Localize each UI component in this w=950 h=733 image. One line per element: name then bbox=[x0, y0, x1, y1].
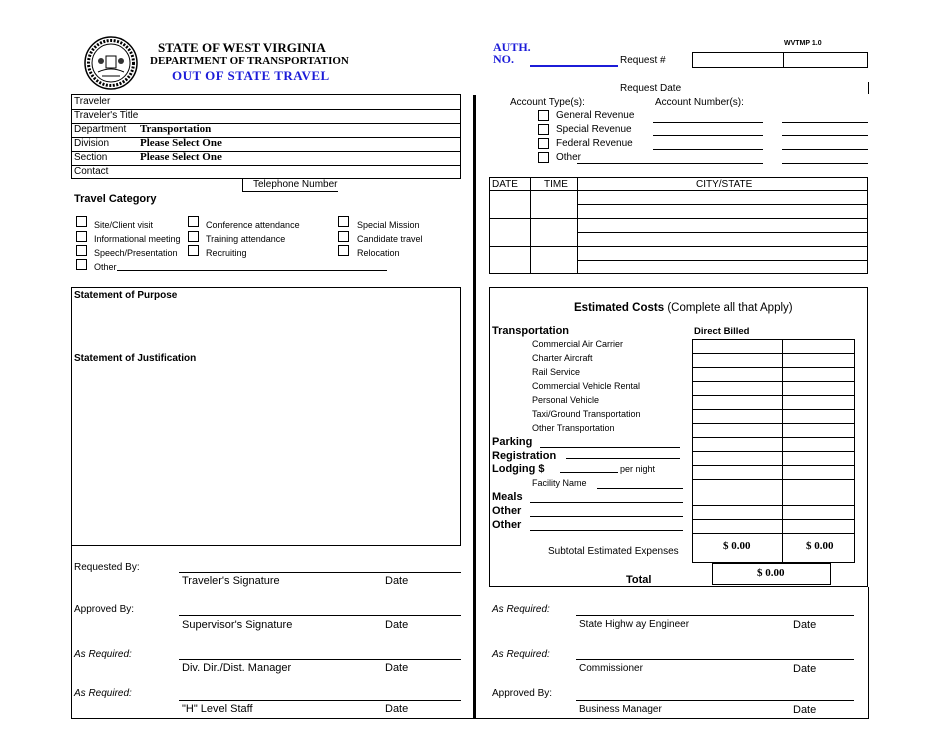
checkbox-recruiting[interactable] bbox=[188, 245, 199, 256]
checkbox-conference-attendance[interactable] bbox=[188, 216, 199, 227]
date-label: Date bbox=[385, 575, 409, 587]
other-line[interactable] bbox=[530, 516, 683, 517]
registration-label: Registration bbox=[492, 450, 557, 462]
as-required-label: As Required: bbox=[74, 688, 132, 699]
request-no-label: Request # bbox=[620, 55, 666, 66]
telephone-number-field[interactable] bbox=[242, 179, 338, 192]
account-type-label: Other bbox=[556, 152, 582, 163]
auth-label: AUTH. bbox=[493, 40, 531, 54]
h-level-signature-line[interactable] bbox=[179, 700, 461, 701]
other-label: Other bbox=[492, 519, 522, 531]
as-required-label: As Required: bbox=[74, 649, 132, 660]
approved-by-label: Approved By: bbox=[492, 688, 553, 699]
requested-by-label: Requested By: bbox=[74, 562, 140, 573]
checkbox-speech-presentation[interactable] bbox=[76, 245, 87, 256]
itinerary-header-date: DATE bbox=[492, 179, 518, 190]
lodging-rate-line[interactable] bbox=[560, 472, 618, 473]
subtotal-label: Subtotal Estimated Expenses bbox=[548, 546, 679, 557]
account-number-line[interactable] bbox=[577, 163, 763, 164]
division-row[interactable]: Division Please Select One bbox=[72, 137, 460, 152]
auth-no-label: NO. bbox=[493, 52, 514, 66]
checkbox-informational-meeting[interactable] bbox=[76, 231, 87, 242]
department-row[interactable]: Department Transportation bbox=[72, 123, 460, 138]
category-label: Relocation bbox=[357, 248, 400, 258]
account-numbers-label: Account Number(s): bbox=[655, 97, 744, 108]
division-select[interactable]: Please Select One bbox=[140, 137, 222, 149]
account-type-label: General Revenue bbox=[556, 110, 635, 121]
state-seal bbox=[84, 36, 138, 90]
account-number-line[interactable] bbox=[782, 149, 868, 150]
total-value: $ 0.00 bbox=[757, 567, 785, 579]
account-number-line[interactable] bbox=[653, 135, 763, 136]
request-date-label: Request Date bbox=[620, 83, 682, 94]
state-title: STATE OF WEST VIRGINIA bbox=[158, 40, 326, 55]
registration-line[interactable] bbox=[566, 458, 680, 459]
transport-item-label: Taxi/Ground Transportation bbox=[532, 409, 641, 419]
telephone-label: Telephone Number bbox=[253, 179, 338, 190]
form-title: OUT OF STATE TRAVEL bbox=[172, 68, 330, 83]
statement-of-purpose-label: Statement of Purpose bbox=[74, 290, 178, 301]
travelers-signature-line[interactable] bbox=[179, 572, 461, 573]
signature-label: Div. Dir./Dist. Manager bbox=[182, 662, 292, 674]
date-label: Date bbox=[793, 619, 817, 631]
date-label: Date bbox=[793, 663, 817, 675]
total-label: Total bbox=[626, 574, 652, 586]
estimated-costs-title: Estimated Costs (Complete all that Apply) bbox=[574, 302, 793, 314]
meals-line[interactable] bbox=[530, 502, 683, 503]
category-label: Training attendance bbox=[206, 234, 286, 244]
account-types-label: Account Type(s): bbox=[510, 97, 585, 108]
other-line[interactable] bbox=[530, 530, 683, 531]
transport-item-label: Rail Service bbox=[532, 367, 581, 377]
itinerary-header-time: TIME bbox=[544, 179, 568, 190]
section-select[interactable]: Please Select One bbox=[140, 151, 222, 163]
direct-billed-label: Direct Billed bbox=[694, 326, 750, 337]
traveler-row[interactable]: Traveler bbox=[72, 95, 460, 110]
section-row[interactable]: Section Please Select One bbox=[72, 151, 460, 166]
business-manager-signature-line[interactable] bbox=[576, 700, 854, 701]
date-label: Date bbox=[385, 662, 409, 674]
signature-label: Traveler's Signature bbox=[182, 575, 280, 587]
transportation-label: Transportation bbox=[492, 325, 570, 337]
category-label: Informational meeting bbox=[94, 234, 181, 244]
category-label: Site/Client visit bbox=[94, 220, 154, 230]
category-label: Candidate travel bbox=[357, 234, 423, 244]
traveler-table bbox=[71, 94, 461, 179]
traveler-title-row[interactable]: Traveler's Title bbox=[72, 109, 460, 124]
subtotal-direct-billed: $ 0.00 bbox=[723, 540, 751, 552]
checkbox-special-mission[interactable] bbox=[338, 216, 349, 227]
checkbox-site-visit[interactable] bbox=[76, 216, 87, 227]
signature-label: Supervisor's Signature bbox=[182, 619, 293, 631]
checkbox-candidate-travel[interactable] bbox=[338, 231, 349, 242]
account-number-line[interactable] bbox=[653, 149, 763, 150]
account-number-line[interactable] bbox=[782, 163, 868, 164]
date-label: Date bbox=[385, 619, 409, 631]
travel-category-title: Travel Category bbox=[74, 193, 157, 205]
lodging-label: Lodging $ bbox=[492, 463, 545, 475]
checkbox-training-attendance[interactable] bbox=[188, 231, 199, 242]
as-required-label: As Required: bbox=[492, 604, 550, 615]
date-label: Date bbox=[385, 703, 409, 715]
checkbox-other-revenue[interactable] bbox=[538, 152, 549, 163]
itinerary-header-city-state: CITY/STATE bbox=[696, 179, 753, 190]
account-number-line[interactable] bbox=[782, 135, 868, 136]
auth-no-input[interactable] bbox=[530, 54, 618, 67]
parking-line[interactable] bbox=[540, 447, 680, 448]
statement-box[interactable] bbox=[71, 287, 461, 546]
approved-by-label: Approved By: bbox=[74, 604, 135, 615]
parking-label: Parking bbox=[492, 436, 533, 448]
department-value: Transportation bbox=[140, 123, 212, 135]
statement-of-justification-label: Statement of Justification bbox=[74, 353, 197, 364]
account-number-line[interactable] bbox=[653, 122, 763, 123]
checkbox-other[interactable] bbox=[76, 259, 87, 270]
category-label: Conference attendance bbox=[206, 220, 300, 230]
right-signature-border bbox=[868, 587, 869, 718]
other-label: Other bbox=[492, 505, 522, 517]
signature-label: State Highw ay Engineer bbox=[579, 619, 690, 630]
other-category-input[interactable] bbox=[117, 259, 387, 271]
transport-item-label: Other Transportation bbox=[532, 423, 615, 433]
commissioner-signature-line[interactable] bbox=[576, 659, 854, 660]
facility-name-line[interactable] bbox=[597, 488, 683, 489]
date-label: Date bbox=[793, 704, 817, 716]
category-label: Recruiting bbox=[206, 248, 247, 258]
transport-item-label: Charter Aircraft bbox=[532, 353, 593, 363]
form-code: WVTMP 1.0 bbox=[784, 40, 822, 47]
left-signature-border bbox=[71, 546, 72, 718]
checkbox-special-revenue[interactable] bbox=[538, 124, 549, 135]
category-label: Speech/Presentation bbox=[94, 248, 178, 258]
request-no-box[interactable] bbox=[692, 52, 868, 68]
transport-item-label: Commercial Air Carrier bbox=[532, 339, 624, 349]
checkbox-federal-revenue[interactable] bbox=[538, 138, 549, 149]
meals-label: Meals bbox=[492, 491, 523, 503]
checkbox-relocation[interactable] bbox=[338, 245, 349, 256]
category-label: Special Mission bbox=[357, 220, 420, 230]
as-required-label: As Required: bbox=[492, 649, 550, 660]
contact-row[interactable]: Contact bbox=[74, 166, 109, 177]
account-number-line[interactable] bbox=[782, 122, 868, 123]
facility-name-label: Facility Name bbox=[532, 478, 587, 488]
transport-item-label: Personal Vehicle bbox=[532, 395, 600, 405]
transport-item-label: Commercial Vehicle Rental bbox=[532, 381, 641, 391]
supervisors-signature-line[interactable] bbox=[179, 615, 461, 616]
signature-label: "H" Level Staff bbox=[182, 703, 253, 715]
category-label: Other bbox=[94, 262, 117, 272]
div-manager-signature-line[interactable] bbox=[179, 659, 461, 660]
account-type-label: Special Revenue bbox=[556, 124, 632, 135]
checkbox-general-revenue[interactable] bbox=[538, 110, 549, 121]
account-type-label: Federal Revenue bbox=[556, 138, 633, 149]
center-divider bbox=[473, 95, 476, 718]
dept-title: DEPARTMENT OF TRANSPORTATION bbox=[150, 55, 349, 67]
signature-label: Business Manager bbox=[579, 704, 662, 715]
signature-label: Commissioner bbox=[579, 663, 643, 674]
subtotal-other: $ 0.00 bbox=[806, 540, 834, 552]
per-night-label: per night bbox=[620, 464, 656, 474]
state-engineer-signature-line[interactable] bbox=[576, 615, 854, 616]
